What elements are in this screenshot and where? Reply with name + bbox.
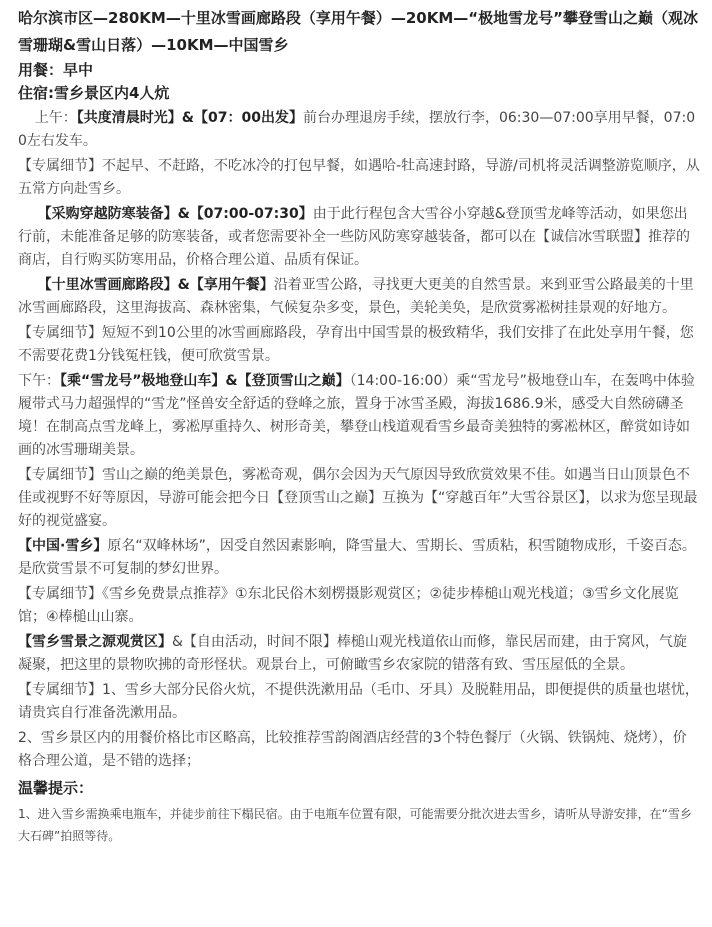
highlight-text: 【共度清晨时光】&【07：00出发】	[76, 110, 303, 126]
body-text: 《雪乡免费景点推荐》①东北民俗木刻楞摄影观赏区；②徒步棒槌山观光栈道；③雪乡文化展览馆；④棒槌山山寨。	[18, 586, 679, 625]
itinerary-body	[18, 107, 700, 773]
route-title: 哈尔滨市区—280KM—十里冰雪画廊路段（享用午餐）—20KM—“极地雪龙号”攀登雪山之巅（观冰雪珊瑚&雪山日落）—10KM—中国雪乡	[18, 9, 699, 54]
paragraph-detail-free-spots	[18, 583, 700, 629]
paragraph-detail-summit	[18, 464, 700, 533]
body-text: 棒槌山观光栈道依山而修，靠民居而建，由于窝风，气旋凝聚，把这里的景物吹拂的奇形怪状。观景台上，可俯瞰雪乡农家院的错落有致、雪压屋低的全景。	[18, 634, 687, 673]
paragraph-gear-purchase	[18, 203, 700, 272]
paragraph-detail-lunch	[18, 322, 700, 368]
body-text: 沿着亚雪公路，寻找更大更美的自然雪景。来到亚雪公路最美的十里冰雪画廊路段，这里海拔高、森林密集，气候复杂多变，景色，美轮美奂，是欣赏雾凇树挂景观的好地方。	[18, 277, 694, 316]
itinerary-document	[18, 5, 700, 847]
body-text: 【专属细节】	[18, 158, 102, 174]
paragraph-afternoon-snow-dragon	[18, 370, 700, 462]
highlight-text: 【中国·雪乡】	[18, 538, 108, 554]
highlight-text: 【十里冰雪画廊路段】&【享用午餐】	[37, 277, 274, 293]
body-text: （14:00-16:00）乘“雪龙号”极地登山车，在轰鸣中体验履带式马力超强悍的“雪龙”怪兽安全舒适的登峰之旅，置身于冰雪圣殿，海拔1686.9米，感受大自然磅礴圣境！在制高点雪龙峰上，雾凇厚重持久、树形奇美，攀登山栈道观看雪乡最奇美独特的雾凇林区，醉赏如诗如画的冰雪珊瑚美景。	[18, 373, 695, 458]
paragraph-detail-lodging-1	[18, 679, 700, 725]
lodging-line: 住宿:雪乡景区内4人炕	[18, 84, 170, 102]
paragraph-detail-route	[18, 155, 700, 201]
body-text: 不起早、不赶路，不吃冰冷的打包早餐，如遇哈-牡高速封路，导游/司机将灵活调整游览顺序，从五常方向赴雪乡。	[18, 158, 700, 197]
paragraph-detail-lodging-2	[18, 727, 700, 773]
tips-list	[18, 803, 700, 847]
body-text: 前台办理退房手续，摆放行李，06:30—07:00享用早餐，07:00左右发车。	[18, 110, 696, 149]
body-text: 上午：	[34, 110, 77, 126]
body-text: 原名“双峰林场”，因受自然因素影响，降雪量大、雪期长、雪质粘，积雪随物成形，千姿百态。是欣赏雪景不可复制的梦幻世界。	[18, 538, 696, 577]
tip-item: 1、进入雪乡需换乘电瓶车，并徒步前往下榻民宿。由于电瓶车位置有限，可能需要分批次进去雪乡，请听从导游安排，在“雪乡大石碑”拍照等待。	[18, 807, 692, 843]
meals-line: 用餐：早中	[18, 61, 94, 79]
body-text: 雪山之巅的绝美景色，雾凇奇观，偶尔会因为天气原因导致欣赏效果不佳。如遇当日山顶景色不佳或视野不好等原因，导游可能会把今日【登顶雪山之巅】互换为【“穿越百年”大雪谷景区】，以求为您呈现最好的视觉盛宴。	[18, 467, 698, 529]
paragraph-china-snow-town	[18, 535, 700, 581]
tips-title: 温馨提示：	[18, 779, 94, 797]
body-text: 【专属细节】	[18, 467, 102, 483]
body-text: 【专属细节】	[18, 325, 102, 341]
paragraph-snow-corridor	[18, 274, 700, 320]
paragraph-morning-departure	[18, 107, 700, 153]
paragraph-snow-origin-viewing	[18, 631, 700, 677]
body-text: 【专属细节】	[18, 586, 102, 602]
body-text: 短短不到10公里的冰雪画廊路段，孕育出中国雪景的极致精华，我们安排了在此处享用午餐，您不需要花费1分钱冤枉钱，便可欣赏雪景。	[18, 325, 694, 364]
highlight-text: 【采购穿越防寒装备】&【07:00-07:30】	[37, 206, 313, 222]
body-text: 【专属细节】1、雪乡大部分民俗火炕，不提供洗漱用品（毛巾、牙具）及脱鞋用品，即便提供的质量也堪忧，请贵宾自行准备洗漱用品。	[18, 682, 699, 721]
body-text: &【自由活动，时间不限】	[172, 634, 337, 650]
highlight-text: 【雪乡雪景之源观赏区】	[18, 634, 172, 650]
body-text: 由于此行程包含大雪谷小穿越&登顶雪龙峰等活动，如果您出行前，未能准备足够的防寒装备，或者您需要补全一些防风防寒穿越装备，都可以在【诚信冰雪联盟】推荐的商店，自行购买防寒用品，价格合理公道、品质有保证。	[18, 206, 690, 268]
body-text: 2、雪乡景区内的用餐价格比市区略高，比较推荐雪韵阁酒店经营的3个特色餐厅（火锅、铁锅炖、烧烤），价格合理公道，是不错的选择；	[18, 730, 687, 769]
body-text: 下午：	[18, 373, 60, 389]
highlight-text: 【乘“雪龙号”极地登山车】&【登顶雪山之巅】	[60, 373, 350, 389]
